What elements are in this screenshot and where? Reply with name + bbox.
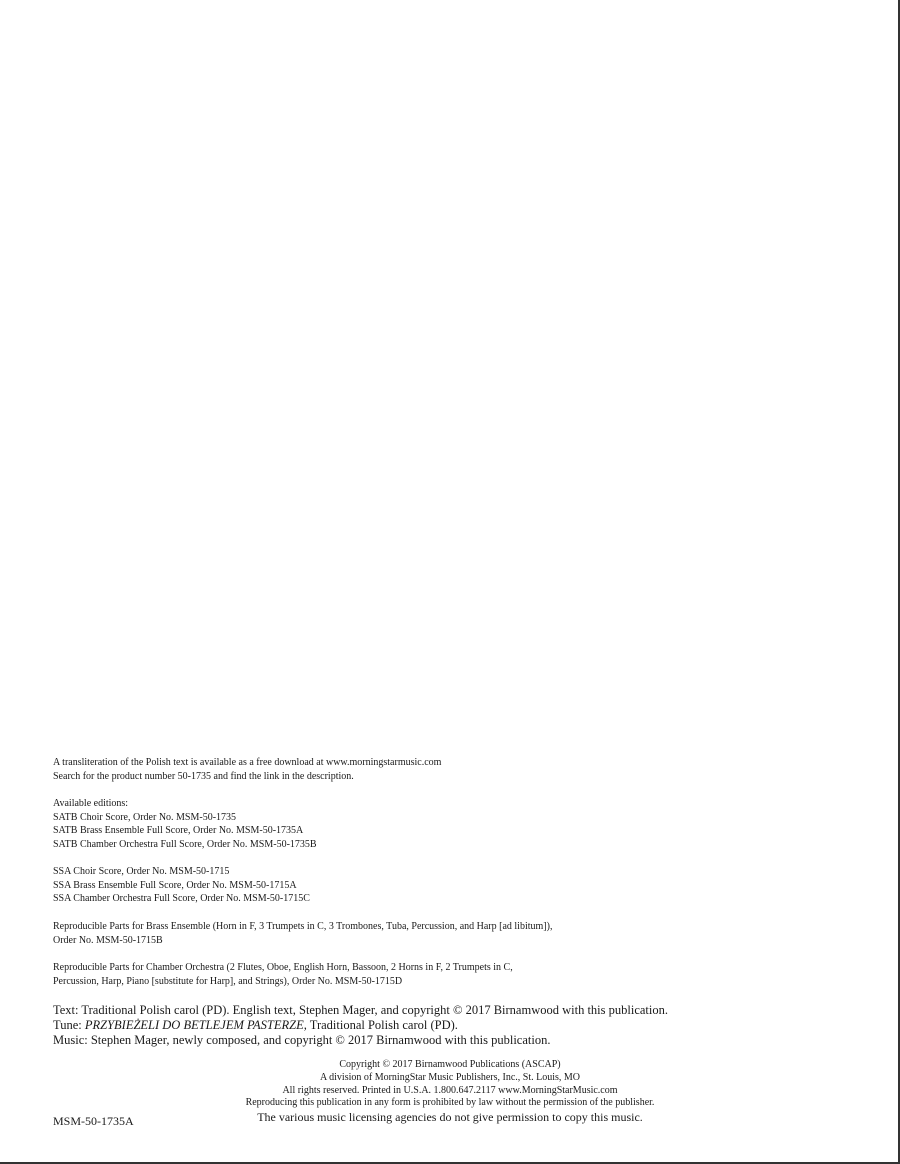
- music-credit: Music: Stephen Mager, newly composed, and copyright © 2017 Birnamwood with this publication.: [53, 1033, 551, 1047]
- copyright-line: Reproducing this publication in any form is prohibited by law without the permission of the publisher.: [245, 1097, 655, 1109]
- catalog-number: MSM-50-1735A: [53, 1114, 134, 1128]
- satb-editions: [53, 797, 317, 851]
- parts-line: Reproducible Parts for Chamber Orchestra (2 Flutes, Oboe, English Horn, Bassoon, 2 Horns in F, 2 Trumpets in C,: [53, 962, 513, 973]
- tune-prefix: Tune:: [53, 1018, 85, 1032]
- parts-line: Percussion, Harp, Piano [substitute for Harp], and Strings), Order No. MSM-50-1715D: [53, 975, 403, 987]
- tune-name: PRZYBIEŻELI DO BETLEJEM PASTERZE,: [84, 1018, 307, 1032]
- editions-heading: Available editions:: [53, 798, 129, 809]
- tune-credit: [53, 1018, 668, 1033]
- text-credit: Text: Traditional Polish carol (PD). English text, Stephen Mager, and copyright © 2017 Birnamwood with this publication.: [53, 1003, 669, 1017]
- credits: [53, 1003, 668, 1048]
- copyright-line: Copyright © 2017 Birnamwood Publications (ASCAP): [339, 1059, 561, 1070]
- edition-item: SATB Choir Score, Order No. MSM-50-1735: [53, 811, 237, 823]
- copyright-line: All rights reserved. Printed in U.S.A. 1.800.647.2117 www.MorningStarMusic.com: [282, 1084, 618, 1096]
- parts-line: Reproducible Parts for Brass Ensemble (Horn in F, 3 Trumpets in C, 3 Trombones, Tuba, Percussion, and Harp [ad libitum]),: [53, 921, 553, 932]
- transliteration-line: Search for the product number 50-1735 and find the link in the description.: [53, 770, 354, 782]
- licensing-notice: The various music licensing agencies do not give permission to copy this music.: [257, 1110, 643, 1125]
- transliteration-note: [53, 756, 441, 783]
- chamber-parts: [53, 961, 513, 988]
- edition-item: SSA Chamber Orchestra Full Score, Order No. MSM-50-1715C: [53, 893, 310, 904]
- copyright-block: [200, 1059, 700, 1125]
- edition-item: SATB Chamber Orchestra Full Score, Order No. MSM-50-1735B: [53, 838, 317, 850]
- edition-item: SSA Brass Ensemble Full Score, Order No. MSM-50-1715A: [53, 879, 297, 891]
- edition-item: SATB Brass Ensemble Full Score, Order No. MSM-50-1735A: [53, 825, 304, 836]
- transliteration-line: A transliteration of the Polish text is available as a free download at www.morningstarmusic.com: [53, 757, 442, 768]
- copyright-line: A division of MorningStar Music Publishers, Inc., St. Louis, MO: [319, 1071, 580, 1083]
- tune-suffix: Traditional Polish carol (PD).: [306, 1018, 458, 1032]
- ssa-editions: [53, 865, 310, 906]
- parts-line: Order No. MSM-50-1715B: [53, 934, 163, 946]
- brass-parts: [53, 920, 552, 947]
- edition-item: SSA Choir Score, Order No. MSM-50-1715: [53, 866, 230, 877]
